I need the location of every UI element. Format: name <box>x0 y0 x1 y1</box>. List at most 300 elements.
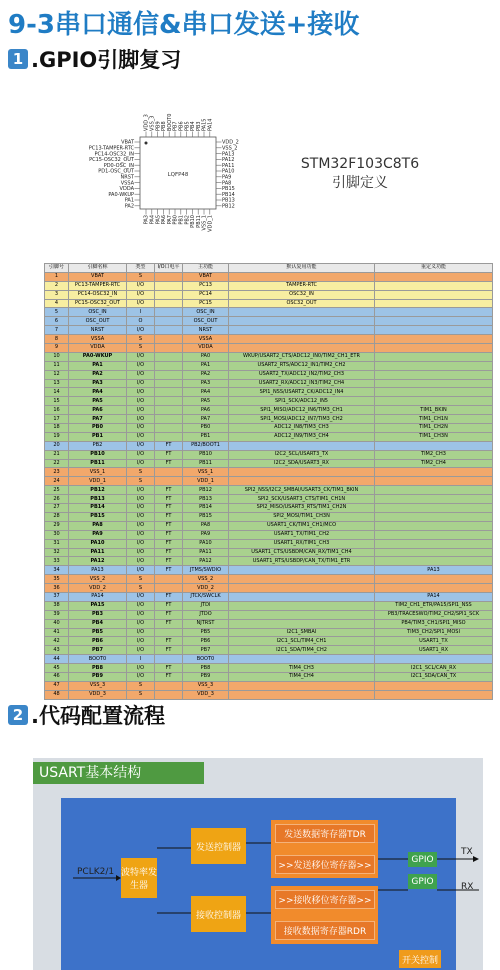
table-cell: PB5 <box>69 628 127 637</box>
table-cell: PB11 <box>183 459 229 468</box>
table-cell: FT <box>155 530 183 539</box>
table-cell: PA6 <box>183 406 229 415</box>
table-row <box>45 512 493 521</box>
table-cell <box>229 592 375 601</box>
table-cell: OSC_OUT <box>183 317 229 326</box>
table-cell: 4 <box>45 299 69 308</box>
table-cell <box>229 601 375 610</box>
table-cell: 33 <box>45 557 69 566</box>
table-row <box>45 272 493 281</box>
table-cell: FT <box>155 486 183 495</box>
column-header: 引脚名称 <box>69 264 127 273</box>
pin-label-bottom: PB1 <box>178 215 185 225</box>
table-cell: 23 <box>45 468 69 477</box>
table-row <box>45 406 493 415</box>
table-cell: BOOT0 <box>69 655 127 664</box>
table-cell: JTMS/SWDIO <box>183 566 229 575</box>
table-cell: JTDO <box>183 610 229 619</box>
table-cell: FT <box>155 646 183 655</box>
table-cell: JTCK/SWCLK <box>183 592 229 601</box>
pin-label-right: PA10 <box>222 168 235 175</box>
table-cell: I/O <box>127 512 155 521</box>
table-row <box>45 575 493 584</box>
table-cell: FT <box>155 504 183 513</box>
pin-label-right: PB13 <box>222 197 235 204</box>
table-cell: FT <box>155 495 183 504</box>
table-cell: I/O <box>127 299 155 308</box>
chip-pinout-diagram <box>0 95 500 265</box>
table-cell: USART2_RTS/ADC12_IN1/TIM2_CH2 <box>229 361 375 370</box>
table-cell: 48 <box>45 690 69 699</box>
table-row <box>45 539 493 548</box>
table-cell: PA14 <box>375 592 493 601</box>
table-cell <box>375 575 493 584</box>
table-cell: NJTRST <box>183 619 229 628</box>
table-cell <box>375 317 493 326</box>
table-cell: VSSA <box>183 335 229 344</box>
table-cell: I/O <box>127 424 155 433</box>
table-cell: FT <box>155 521 183 530</box>
pin-label-right: PA9 <box>222 174 232 181</box>
table-cell: S <box>127 584 155 593</box>
table-cell: VDD_1 <box>69 477 127 486</box>
table-cell <box>229 610 375 619</box>
table-cell: I2C1_SDA/TIM4_CH2 <box>229 646 375 655</box>
table-cell: I/O <box>127 557 155 566</box>
table-cell: 28 <box>45 512 69 521</box>
table-cell: 15 <box>45 397 69 406</box>
pin-label-top: PB7 <box>172 121 179 131</box>
table-cell: 44 <box>45 655 69 664</box>
table-cell: PB14 <box>69 504 127 513</box>
column-header: 默认复用功能 <box>229 264 375 273</box>
pin-label-bottom: PA7 <box>166 215 173 225</box>
table-cell: 11 <box>45 361 69 370</box>
table-cell: 9 <box>45 344 69 353</box>
page-title: 9-3串口通信&串口发送+接收 <box>8 10 360 40</box>
table-cell: I/O <box>127 646 155 655</box>
table-cell <box>155 415 183 424</box>
usart-structure-diagram <box>33 758 483 970</box>
section-title: .GPIO引脚复习 <box>31 48 182 72</box>
table-cell <box>375 441 493 450</box>
table-cell: FT <box>155 450 183 459</box>
table-cell: 19 <box>45 432 69 441</box>
table-cell: OSC_IN <box>183 308 229 317</box>
pin-label-left: PC15-OSC32_OUT <box>89 157 134 164</box>
column-header: 重定义功能 <box>375 264 493 273</box>
table-cell: FT <box>155 619 183 628</box>
table-row <box>45 326 493 335</box>
table-cell: FT <box>155 512 183 521</box>
table-cell: 29 <box>45 521 69 530</box>
table-cell: TIM2_CH4 <box>375 459 493 468</box>
pin-label-top: VSS_3 <box>149 115 156 131</box>
table-cell <box>229 575 375 584</box>
table-cell <box>155 690 183 699</box>
table-cell <box>155 388 183 397</box>
table-cell: 41 <box>45 628 69 637</box>
table-cell: OSC32_OUT <box>229 299 375 308</box>
table-cell: S <box>127 681 155 690</box>
pin1-marker <box>145 142 148 145</box>
table-cell: VBAT <box>183 272 229 281</box>
table-row <box>45 299 493 308</box>
table-cell: I/O <box>127 610 155 619</box>
table-row <box>45 592 493 601</box>
table-cell: 43 <box>45 646 69 655</box>
table-cell: ADC12_IN8/TIM3_CH3 <box>229 424 375 433</box>
table-cell <box>155 628 183 637</box>
table-cell <box>375 290 493 299</box>
table-cell: PB8 <box>183 664 229 673</box>
table-header-row <box>45 264 493 273</box>
table-cell: VBAT <box>69 272 127 281</box>
table-cell: PB9 <box>183 672 229 681</box>
table-cell: JTDI <box>183 601 229 610</box>
table-cell: PA11 <box>69 548 127 557</box>
pin-label-left: PA2 <box>124 203 134 210</box>
table-cell: 17 <box>45 415 69 424</box>
table-cell: O <box>127 317 155 326</box>
table-cell <box>229 326 375 335</box>
table-cell: TIM4_CH3 <box>229 664 375 673</box>
table-row <box>45 308 493 317</box>
table-cell: ADC12_IN9/TIM3_CH4 <box>229 432 375 441</box>
table-cell: VDDA <box>69 344 127 353</box>
table-cell: FT <box>155 592 183 601</box>
table-cell <box>375 388 493 397</box>
table-cell <box>375 495 493 504</box>
table-cell: VDD_2 <box>183 584 229 593</box>
pin-label-right: PA13 <box>222 151 235 158</box>
table-cell: PB10 <box>69 450 127 459</box>
pin-label-left: VSSA <box>120 180 134 187</box>
table-cell <box>155 406 183 415</box>
table-cell <box>229 317 375 326</box>
table-cell: PB4/TIM3_CH1/SPI1_MISO <box>375 619 493 628</box>
table-cell: PB10 <box>183 450 229 459</box>
table-cell: TIM2_CH1_ETR/PA15/SPI1_NSS <box>375 601 493 610</box>
table-cell: VSS_2 <box>183 575 229 584</box>
tx-label: TX <box>461 847 473 857</box>
rx-label: RX <box>461 882 474 892</box>
table-row <box>45 690 493 699</box>
table-cell: USART1_CTS/USBDM/CAN_RX/TIM1_CH4 <box>229 548 375 557</box>
table-row <box>45 566 493 575</box>
pin-label-top: PB6 <box>178 121 185 131</box>
table-cell <box>229 272 375 281</box>
table-row <box>45 335 493 344</box>
table-cell <box>375 539 493 548</box>
table-cell: I/O <box>127 592 155 601</box>
pin-label-top: VDD_3 <box>143 114 150 131</box>
table-cell <box>155 432 183 441</box>
usart-header: USART基本结构 <box>33 762 204 784</box>
table-cell: 39 <box>45 610 69 619</box>
table-cell <box>375 299 493 308</box>
table-cell: I/O <box>127 415 155 424</box>
table-cell: PA1 <box>69 361 127 370</box>
package-label: LQFP48 <box>167 172 189 178</box>
column-header: 类型 <box>127 264 155 273</box>
table-cell: USART1_TX <box>375 637 493 646</box>
table-cell: USART2_RX/ADC12_IN3/TIM2_CH4 <box>229 379 375 388</box>
table-cell: 30 <box>45 530 69 539</box>
table-cell: I/O <box>127 397 155 406</box>
table-cell: 18 <box>45 424 69 433</box>
table-row <box>45 450 493 459</box>
table-cell: S <box>127 272 155 281</box>
table-cell: 42 <box>45 637 69 646</box>
table-cell: 32 <box>45 548 69 557</box>
table-row <box>45 424 493 433</box>
table-cell: I/O <box>127 281 155 290</box>
table-cell: I/O <box>127 326 155 335</box>
table-cell <box>229 619 375 628</box>
table-cell: I/O <box>127 664 155 673</box>
table-cell: PA5 <box>69 397 127 406</box>
table-cell: 21 <box>45 450 69 459</box>
pin-label-right: PB15 <box>222 186 235 193</box>
table-cell: S <box>127 344 155 353</box>
table-cell <box>229 441 375 450</box>
table-cell <box>155 299 183 308</box>
table-cell: WKUP/USART2_CTS/ADC12_IN0/TIM2_CH1_ETR <box>229 352 375 361</box>
section-heading-code <box>8 700 165 730</box>
table-cell: PA14 <box>69 592 127 601</box>
section-title: .代码配置流程 <box>31 704 165 728</box>
table-cell: PA1 <box>183 361 229 370</box>
chip-model: STM32F103C8T6 <box>300 156 420 172</box>
table-row <box>45 477 493 486</box>
pin-label-top: PB4 <box>190 121 197 131</box>
table-cell <box>229 584 375 593</box>
pin-label-bottom: PB10 <box>190 215 197 228</box>
table-cell: PB11 <box>69 459 127 468</box>
table-cell: TIM1_CH2N <box>375 424 493 433</box>
pin-label-left: PA1 <box>124 197 134 204</box>
table-cell: PB4 <box>69 619 127 628</box>
table-row <box>45 548 493 557</box>
table-cell <box>155 468 183 477</box>
pin-label-bottom: PB0 <box>172 215 179 225</box>
table-cell: NRST <box>183 326 229 335</box>
table-row <box>45 344 493 353</box>
table-cell: SPI1_MOSI/ADC12_IN7/TIM3_CH2 <box>229 415 375 424</box>
table-cell: I/O <box>127 566 155 575</box>
pin-label-right: PA8 <box>222 180 232 187</box>
table-cell <box>155 335 183 344</box>
table-cell: FT <box>155 459 183 468</box>
table-cell: PB5 <box>183 628 229 637</box>
table-cell: NRST <box>69 326 127 335</box>
table-cell: 27 <box>45 504 69 513</box>
table-cell: VDD_1 <box>183 477 229 486</box>
pin-label-left: PD1-OSC_OUT <box>98 168 134 175</box>
table-cell: VDD_3 <box>69 690 127 699</box>
table-cell <box>155 281 183 290</box>
table-row <box>45 646 493 655</box>
table-cell: PB0 <box>183 424 229 433</box>
table-cell: VSS_1 <box>69 468 127 477</box>
table-cell: PB2/BOOT1 <box>183 441 229 450</box>
table-cell <box>155 575 183 584</box>
pin-label-top: BOOT0 <box>166 113 173 131</box>
table-cell <box>155 272 183 281</box>
table-cell: 35 <box>45 575 69 584</box>
table-cell <box>155 424 183 433</box>
table-cell: I/O <box>127 619 155 628</box>
pin-label-bottom: PA6 <box>161 215 168 225</box>
table-cell <box>375 557 493 566</box>
tx-shift-register: >>发送移位寄存器>> <box>275 855 375 874</box>
table-row <box>45 672 493 681</box>
table-cell: PA7 <box>69 415 127 424</box>
table-cell: S <box>127 468 155 477</box>
table-cell: PB1 <box>183 432 229 441</box>
table-cell: PA13 <box>69 566 127 575</box>
receive-controller: 接收控制器 <box>191 896 246 932</box>
table-cell: PA3 <box>183 379 229 388</box>
table-cell: VDD_3 <box>183 690 229 699</box>
pin-label-left: VDDA <box>119 186 134 193</box>
table-cell: PA9 <box>183 530 229 539</box>
table-cell: VSSA <box>69 335 127 344</box>
table-cell: OSC_OUT <box>69 317 127 326</box>
table-cell: S <box>127 477 155 486</box>
table-cell: PA12 <box>69 557 127 566</box>
table-row <box>45 619 493 628</box>
baud-rate-generator: 波特率发生器 <box>121 858 157 898</box>
table-cell: 45 <box>45 664 69 673</box>
table-cell: FT <box>155 664 183 673</box>
table-row <box>45 388 493 397</box>
table-cell: PB8 <box>69 664 127 673</box>
pin-label-right: PB14 <box>222 191 235 198</box>
chip-svg <box>0 95 500 265</box>
table-cell <box>375 397 493 406</box>
table-cell: I/O <box>127 548 155 557</box>
chip-caption <box>300 155 420 193</box>
table-cell: USART1_RTS/USBDP/CAN_TX/TIM1_ETR <box>229 557 375 566</box>
table-row <box>45 468 493 477</box>
table-cell <box>155 681 183 690</box>
table-cell: SPI1_NSS/USART2_CK/ADC12_IN4 <box>229 388 375 397</box>
table-row <box>45 530 493 539</box>
table-cell: I/O <box>127 432 155 441</box>
table-cell: VSS_3 <box>183 681 229 690</box>
table-cell: FT <box>155 637 183 646</box>
table-cell: I2C1_SCL/CAN_RX <box>375 664 493 673</box>
table-cell: 34 <box>45 566 69 575</box>
table-cell <box>375 308 493 317</box>
table-cell <box>375 326 493 335</box>
table-row <box>45 317 493 326</box>
pclk-label: PCLK2/1 <box>77 867 115 877</box>
table-cell: PC14 <box>183 290 229 299</box>
rx-shift-register: >>接收移位寄存器>> <box>275 890 375 909</box>
table-cell: I2C2_SDA/USART3_RX <box>229 459 375 468</box>
table-cell: PB3 <box>69 610 127 619</box>
table-cell: SPI1_MISO/ADC12_IN6/TIM3_CH1 <box>229 406 375 415</box>
table-cell <box>229 308 375 317</box>
table-cell: PA10 <box>69 539 127 548</box>
pin-label-left: PA0-WKUP <box>108 191 134 198</box>
table-cell <box>375 521 493 530</box>
table-cell <box>375 281 493 290</box>
table-cell <box>375 272 493 281</box>
table-cell: USART1_RX/TIM1_CH3 <box>229 539 375 548</box>
table-cell: FT <box>155 557 183 566</box>
table-row <box>45 637 493 646</box>
table-cell: PB15 <box>183 512 229 521</box>
table-cell: SPI2_MOSI/TIM1_CH3N <box>229 512 375 521</box>
table-cell <box>375 548 493 557</box>
table-cell <box>375 512 493 521</box>
table-cell <box>155 361 183 370</box>
table-row <box>45 557 493 566</box>
gpio-tx-block: GPIO <box>408 852 437 867</box>
table-row <box>45 628 493 637</box>
table-cell <box>229 477 375 486</box>
table-row <box>45 397 493 406</box>
table-cell: PC13-TAMPER-RTC <box>69 281 127 290</box>
table-cell: FT <box>155 610 183 619</box>
rdr-register: 接收数据寄存器RDR <box>275 921 375 940</box>
pin-label-bottom: PA5 <box>155 215 162 225</box>
table-cell: PC15-OSC32_OUT <box>69 299 127 308</box>
table-cell: SPI2_MISO/USART3_RTS/TIM1_CH2N <box>229 504 375 513</box>
table-row <box>45 370 493 379</box>
table-cell <box>229 344 375 353</box>
table-cell: USART1_CK/TIM1_CH1/MCO <box>229 521 375 530</box>
table-cell: PA3 <box>69 379 127 388</box>
table-row <box>45 441 493 450</box>
table-cell <box>375 344 493 353</box>
table-cell: PC14-OSC32_IN <box>69 290 127 299</box>
table-cell <box>375 370 493 379</box>
table-cell: TIM4_CH4 <box>229 672 375 681</box>
table-cell: PB15 <box>69 512 127 521</box>
table-cell: S <box>127 335 155 344</box>
table-cell: PB9 <box>69 672 127 681</box>
table-cell <box>375 468 493 477</box>
table-cell: TIM1_CH3N <box>375 432 493 441</box>
table-cell: PA0 <box>183 352 229 361</box>
table-cell: PB6 <box>69 637 127 646</box>
table-cell: PB6 <box>183 637 229 646</box>
table-cell: PA5 <box>183 397 229 406</box>
section-number-badge: 1 <box>8 49 28 69</box>
table-row <box>45 290 493 299</box>
table-cell <box>155 326 183 335</box>
table-cell: 14 <box>45 388 69 397</box>
table-row <box>45 459 493 468</box>
table-cell: I/O <box>127 459 155 468</box>
table-cell <box>155 584 183 593</box>
arrow-icon <box>473 856 479 862</box>
table-cell <box>155 370 183 379</box>
table-cell: I/O <box>127 406 155 415</box>
table-cell: I/O <box>127 521 155 530</box>
table-cell <box>155 308 183 317</box>
table-cell: I/O <box>127 379 155 388</box>
table-cell: PB14 <box>183 504 229 513</box>
table-cell <box>155 290 183 299</box>
table-cell: PB7 <box>69 646 127 655</box>
table-cell: I <box>127 308 155 317</box>
